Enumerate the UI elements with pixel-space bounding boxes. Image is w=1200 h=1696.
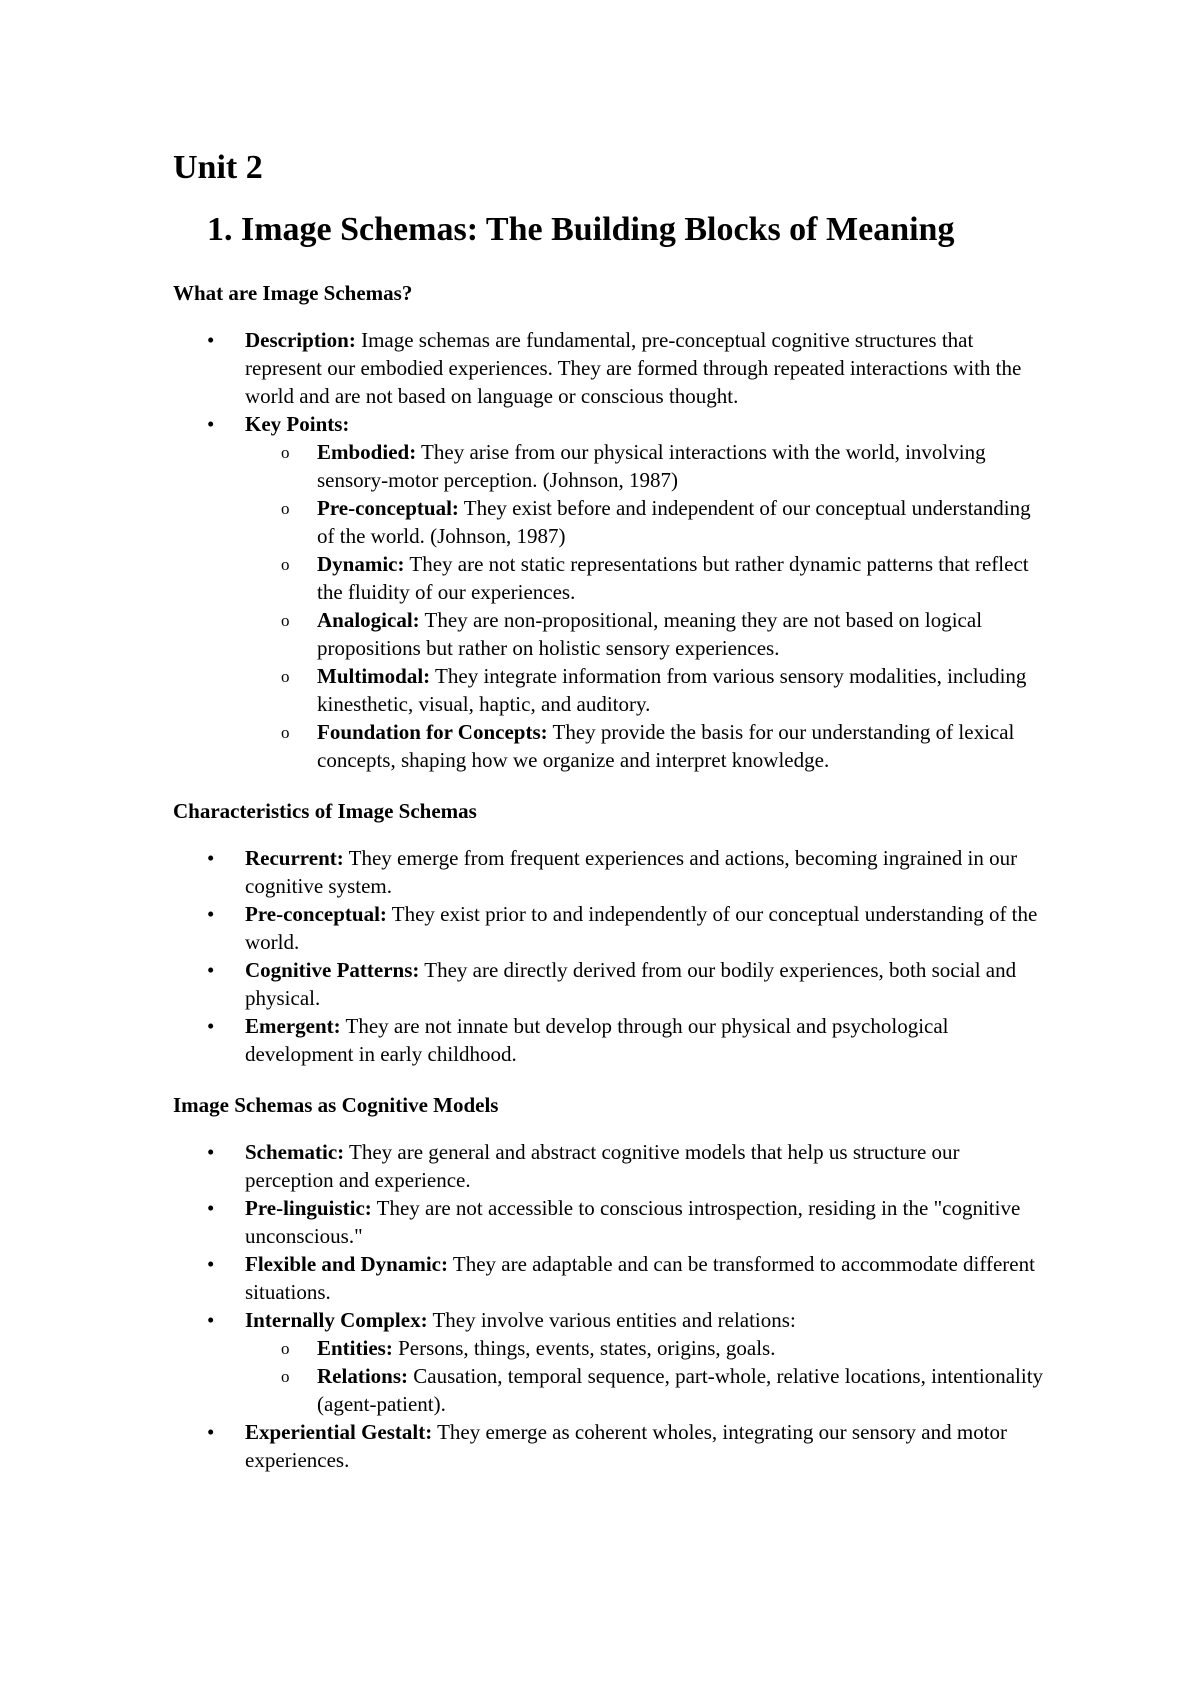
section-heading: Image Schemas as Cognitive Models <box>173 1093 499 1117</box>
item-text: Causation, temporal sequence, part-whole, relative locations, intentionality (agent-patient). <box>317 1364 1044 1416</box>
item-term: Flexible and Dynamic: <box>245 1252 448 1276</box>
list-item <box>173 326 1050 410</box>
item-text: They emerge as coherent wholes, integrating our sensory and motor experiences. <box>245 1420 1008 1472</box>
section-heading: Characteristics of Image Schemas <box>173 799 477 823</box>
item-term: Relations: <box>317 1364 408 1388</box>
item-text: They are adaptable and can be transformed to accommodate different situations. <box>245 1252 1035 1304</box>
sub-list-item <box>245 438 1050 494</box>
bullet-icon: • <box>207 1420 215 1444</box>
item-term: Key Points: <box>245 412 350 436</box>
item-term: Entities: <box>317 1336 393 1360</box>
item-term: Embodied: <box>317 440 417 464</box>
item-text: They are not static representations but rather dynamic patterns that reflect the fluidity of our experiences. <box>317 552 1029 604</box>
circle-bullet-icon: o <box>281 443 290 462</box>
section-cognitive-models <box>173 1092 1050 1474</box>
sub-list-item <box>245 550 1050 606</box>
item-text: They are non-propositional, meaning they are not based on logical propositions but rather on holistic sensory experiences. <box>317 608 983 660</box>
list-item <box>173 956 1050 1012</box>
item-term: Pre-conceptual: <box>245 902 387 926</box>
item-text: They are general and abstract cognitive models that help us structure our perception and experience. <box>245 1140 960 1192</box>
sub-list <box>245 438 1050 774</box>
item-text: They exist prior to and independently of our conceptual understanding of the world. <box>245 902 1038 954</box>
page-title: 1. Image Schemas: The Building Blocks of Meaning <box>207 211 955 248</box>
circle-bullet-icon: o <box>281 1367 290 1386</box>
list-item <box>173 900 1050 956</box>
bullet-icon: • <box>207 1014 215 1038</box>
item-text: They exist before and independent of our conceptual understanding of the world. (Johnson, 1987) <box>317 496 1031 548</box>
item-text: They emerge from frequent experiences and actions, becoming ingrained in our cognitive system. <box>245 846 1018 898</box>
section-what-are-image-schemas <box>173 280 1050 774</box>
circle-bullet-icon: o <box>281 1339 290 1358</box>
item-text: They provide the basis for our understanding of lexical concepts, shaping how we organize and interpret knowledge. <box>317 720 1015 772</box>
bullet-icon: • <box>207 1308 215 1332</box>
section-characteristics <box>173 798 1050 1068</box>
item-term: Recurrent: <box>245 846 344 870</box>
item-text: Image schemas are fundamental, pre-conceptual cognitive structures that represent our embodied experiences. They are formed through repeated interactions with the world and are not based on language or conscious thought. <box>245 328 1022 408</box>
bullet-icon: • <box>207 1196 215 1220</box>
unit-title: Unit 2 <box>173 149 263 186</box>
item-term: Cognitive Patterns: <box>245 958 420 982</box>
bullet-icon: • <box>207 902 215 926</box>
bullet-icon: • <box>207 328 215 352</box>
circle-bullet-icon: o <box>281 723 290 742</box>
item-term: Dynamic: <box>317 552 405 576</box>
bullet-list <box>173 1138 1050 1474</box>
sub-list-item <box>245 1362 1050 1418</box>
sub-list-item <box>245 1334 1050 1362</box>
sub-list-item <box>245 662 1050 718</box>
bullet-icon: • <box>207 958 215 982</box>
item-text: They are not accessible to conscious introspection, residing in the "cognitive unconscious." <box>245 1196 1021 1248</box>
item-term: Description: <box>245 328 356 352</box>
bullet-icon: • <box>207 846 215 870</box>
bullet-icon: • <box>207 1252 215 1276</box>
item-text: They are not innate but develop through our physical and psychological development in early childhood. <box>245 1014 949 1066</box>
list-item <box>173 844 1050 900</box>
bullet-list <box>173 844 1050 1068</box>
sub-list-item <box>245 494 1050 550</box>
item-text: They involve various entities and relations: <box>427 1308 796 1332</box>
list-item <box>173 1138 1050 1194</box>
list-item <box>173 1012 1050 1068</box>
circle-bullet-icon: o <box>281 499 290 518</box>
item-term: Emergent: <box>245 1014 341 1038</box>
bullet-list <box>173 326 1050 774</box>
list-item <box>173 410 1050 774</box>
item-term: Experiential Gestalt: <box>245 1420 433 1444</box>
circle-bullet-icon: o <box>281 611 290 630</box>
item-term: Schematic: <box>245 1140 345 1164</box>
item-term: Pre-linguistic: <box>245 1196 372 1220</box>
item-text: They integrate information from various sensory modalities, including kinesthetic, visual, haptic, and auditory. <box>317 664 1027 716</box>
list-item <box>173 1250 1050 1306</box>
sub-list-item <box>245 606 1050 662</box>
circle-bullet-icon: o <box>281 555 290 574</box>
list-item <box>173 1306 1050 1418</box>
item-text: They are directly derived from our bodily experiences, both social and physical. <box>245 958 1017 1010</box>
item-text: Persons, things, events, states, origins, goals. <box>392 1336 776 1360</box>
list-item <box>173 1418 1050 1474</box>
bullet-icon: • <box>207 1140 215 1164</box>
sub-list <box>245 1334 1050 1418</box>
item-term: Internally Complex: <box>245 1308 428 1332</box>
circle-bullet-icon: o <box>281 667 290 686</box>
section-heading: What are Image Schemas? <box>173 281 413 305</box>
list-item <box>173 1194 1050 1250</box>
item-term: Analogical: <box>317 608 420 632</box>
item-term: Foundation for Concepts: <box>317 720 548 744</box>
item-term: Multimodal: <box>317 664 431 688</box>
item-term: Pre-conceptual: <box>317 496 459 520</box>
sub-list-item <box>245 718 1050 774</box>
bullet-icon: • <box>207 412 215 436</box>
item-text: They arise from our physical interactions with the world, involving sensory-motor perception. (Johnson, 1987) <box>317 440 986 492</box>
